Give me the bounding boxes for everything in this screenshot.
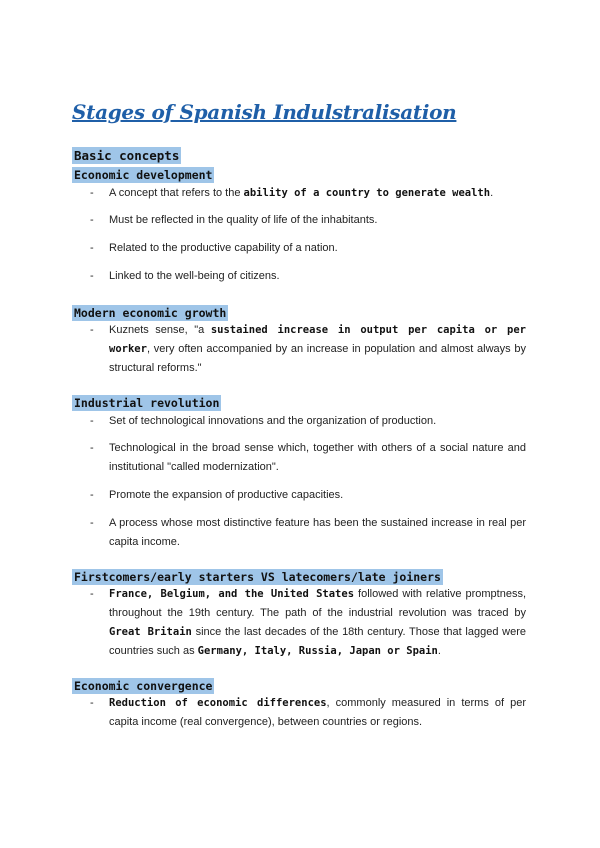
modern-growth-heading: Modern economic growth — [74, 306, 227, 320]
list-item: - Must be reflected in the quality of life of the inhabitants. — [90, 214, 378, 226]
list-item: - A process whose most distinctive feature has been the sustained increase in real per capita income. — [90, 517, 526, 548]
list-item: - Related to the productive capability of a nation. — [90, 242, 338, 254]
economic-development-heading: Economic development — [74, 168, 213, 182]
list-item: - Technological in the broad sense which, together with others of a social nature and institutional "called modernization". — [90, 442, 526, 473]
list-item: - Linked to the well-being of citizens. — [90, 270, 280, 282]
firstcomers-heading: Firstcomers/early starters VS latecomers/late joiners — [74, 570, 441, 584]
industrial-revolution-heading: Industrial revolution — [74, 396, 220, 410]
list-item: - Promote the expansion of productive capacities. — [90, 489, 344, 501]
basic-concepts-heading: Basic concepts — [74, 148, 180, 163]
list-item: - Reduction of economic differences, commonly measured in terms of per capita income (real convergence), between countries or regions. — [90, 697, 526, 728]
page-title: Stages of Spanish Indulstralisation — [72, 100, 457, 124]
list-item: - Kuznets sense, "a sustained increase in output per capita or per worker, very often accompanied by an increase in population and almost always by structural reforms." — [90, 324, 526, 374]
list-item: - Set of technological innovations and the organization of production. — [90, 415, 437, 427]
list-item: - France, Belgium, and the United States followed with relative promptness, throughout the 19th century. The path of the industrial revolution was traced by Great Britain since the last decades of the 18th century. Those that lagged were countries such as Germany, Italy, Russia, Japan or Spain. — [90, 588, 527, 657]
convergence-heading: Economic convergence — [74, 679, 213, 693]
list-item: - A concept that refers to the ability of a country to generate wealth. — [90, 187, 494, 199]
